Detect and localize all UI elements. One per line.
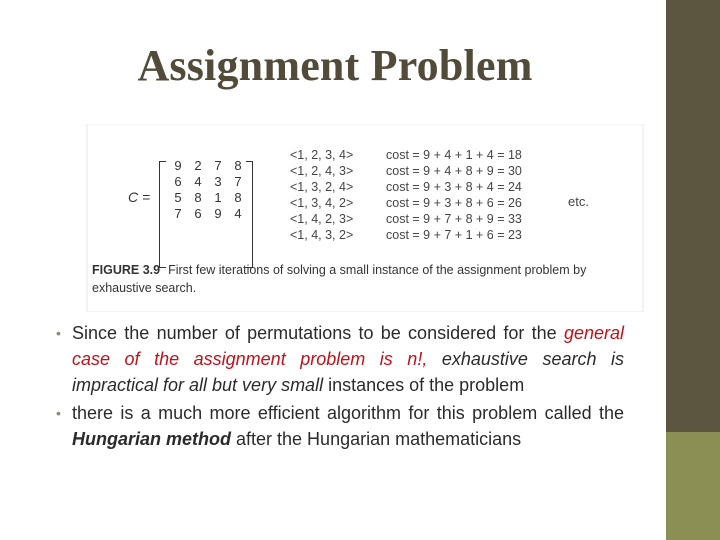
cost-expression: cost = 9 + 3 + 8 + 4 = 24	[386, 180, 522, 194]
matrix-cell: 4	[234, 206, 242, 221]
figure-assignment-example	[88, 125, 642, 311]
cost-expression: cost = 9 + 4 + 1 + 4 = 18	[386, 148, 522, 162]
sidebar-accent-decoration	[666, 432, 720, 540]
cost-expression: cost = 9 + 7 + 8 + 9 = 33	[386, 212, 522, 226]
matrix-cell: 5	[174, 190, 182, 205]
matrix-cell: 8	[194, 190, 202, 205]
bullet-icon: •	[56, 405, 61, 421]
permutation: <1, 2, 3, 4>	[290, 148, 354, 162]
iterations-list	[290, 147, 522, 243]
matrix-cell: 7	[174, 206, 182, 221]
matrix-cell: 3	[214, 174, 222, 189]
bullet-list	[56, 320, 624, 454]
bullet-text: there is a much more efficient algorithm for this problem called the	[72, 403, 624, 423]
iteration-row	[290, 195, 522, 211]
bullet-text: Since the number of permutations to be considered for the	[72, 323, 564, 343]
iteration-row	[290, 211, 522, 227]
bullet-item	[56, 400, 624, 452]
iteration-row	[290, 179, 522, 195]
bullet-text: exhaustive search is impractical for all but very small	[72, 349, 624, 395]
matrix-row	[168, 158, 248, 174]
cost-expression: cost = 9 + 7 + 1 + 6 = 23	[386, 228, 522, 242]
matrix-label: C =	[128, 189, 151, 205]
bullet-text: after the Hungarian mathematicians	[231, 429, 522, 449]
matrix-cell: 8	[234, 190, 242, 205]
permutation: <1, 2, 4, 3>	[290, 164, 354, 178]
cost-expression: cost = 9 + 4 + 8 + 9 = 30	[386, 164, 522, 178]
slide-title: Assignment Problem	[137, 41, 533, 90]
bullet-item	[56, 320, 624, 398]
matrix-cell: 4	[194, 174, 202, 189]
matrix-cell: 6	[194, 206, 202, 221]
iteration-row	[290, 163, 522, 179]
matrix-cell: 9	[174, 158, 182, 173]
matrix-cell: 7	[214, 158, 222, 173]
matrix-cell: 6	[174, 174, 182, 189]
matrix-cell: 7	[234, 174, 242, 189]
bullet-highlight: general case of the assignment problem is n!,	[72, 323, 624, 369]
matrix-row	[168, 174, 248, 190]
permutation: <1, 3, 2, 4>	[290, 180, 354, 194]
iteration-row	[290, 147, 522, 163]
figure-caption	[92, 261, 637, 297]
permutation: <1, 4, 3, 2>	[290, 228, 354, 242]
matrix-cell: 1	[214, 190, 222, 205]
matrix-row	[168, 206, 248, 222]
figure-caption-text: First few iterations of solving a small instance of the assignment problem by exhaustive search.	[92, 263, 587, 295]
bullet-emphasis: Hungarian method	[72, 429, 232, 449]
cost-expression: cost = 9 + 3 + 8 + 6 = 26	[386, 196, 522, 210]
etc-label: etc.	[568, 194, 589, 209]
matrix-cell: 8	[234, 158, 242, 173]
iteration-row	[290, 227, 522, 243]
cost-matrix	[168, 158, 248, 222]
matrix-bracket-left	[159, 161, 166, 268]
permutation: <1, 4, 2, 3>	[290, 212, 354, 226]
bullet-text: instances of the problem	[323, 375, 525, 395]
matrix-cell: 9	[214, 206, 222, 221]
matrix-cell: 2	[194, 158, 202, 173]
matrix-row	[168, 190, 248, 206]
permutation: <1, 3, 4, 2>	[290, 196, 354, 210]
figure-caption-label: FIGURE 3.9	[92, 263, 161, 277]
bullet-icon: •	[56, 325, 61, 341]
